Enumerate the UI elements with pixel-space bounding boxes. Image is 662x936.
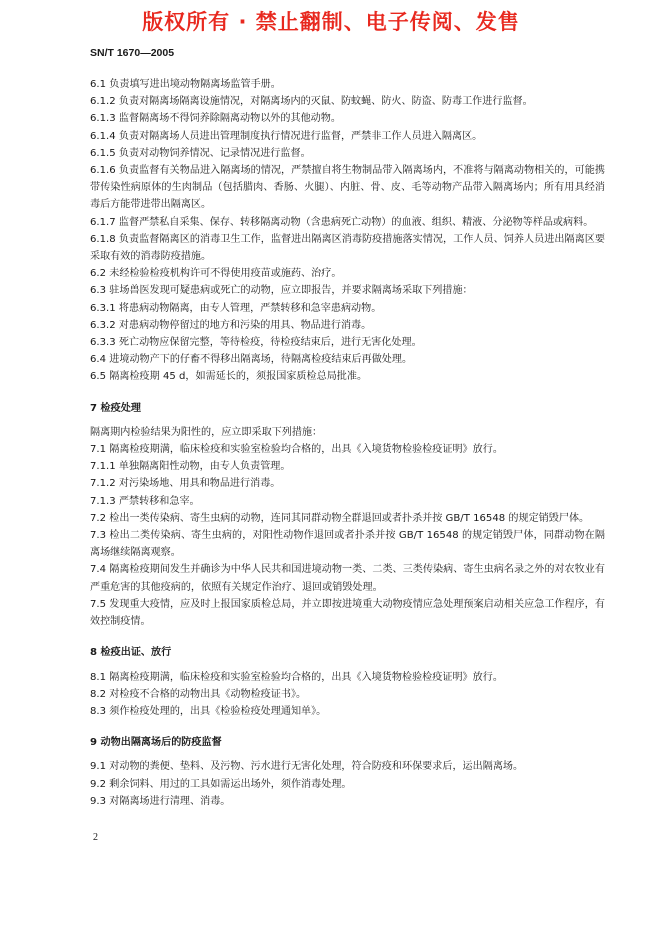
clause-6-1: 6.1 负责填写进出境动物隔离场监管手册。	[90, 79, 281, 90]
clause-9-3: 9.3 对隔离场进行清理、消毒。	[90, 795, 231, 807]
page-number: 2	[93, 832, 98, 843]
clause-8-3: 8.3 须作检疫处理的，出具《检验检疫处理通知单》。	[90, 705, 327, 717]
clause-8-2: 8.2 对检疫不合格的动物出具《动物检疫证书》。	[90, 688, 307, 700]
clause-6-1-4: 6.1.4 负责对隔离场人员进出管理制度执行情况进行监督，严禁非工作人员进入隔离区。	[90, 130, 483, 142]
section-6-list	[90, 76, 605, 386]
clause-7-1-1: 7.1.1 单独隔离阳性动物，由专人负责管理。	[90, 461, 291, 473]
section-7-list	[90, 424, 605, 630]
clause-8-1: 8.1 隔离检疫期满，临床检疫和实验室检验均合格的，出具《入境货物检验检疫证明》放行。	[90, 671, 503, 683]
section-8-heading: 8 检疫出证、放行	[90, 647, 172, 659]
clause-9-2: 9.2 剩余饲料、用过的工具如需运出场外，须作消毒处理。	[90, 778, 352, 790]
clause-7-1: 7.1 隔离检疫期满，临床检疫和实验室检验均合格的，出具《入境货物检验检疫证明》放行。	[90, 444, 503, 456]
clause-6-1-8: 6.1.8 负责监督隔离区的消毒卫生工作，监督进出隔离区消毒防疫措施落实情况，工作人员、饲养人员进出隔离区要采取有效的消毒防疫措施。	[90, 233, 605, 263]
clause-6-1-6: 6.1.6 负责监督有关物品进入隔离场的情况，严禁擅自将生物制品带入隔离场内，不准将与隔离动物相关的，可能携带传染性病原体的生肉制品（包括腊肉、香肠、火腿）、内脏、骨、皮、毛等动物产品带入隔离场内；所有用具经消毒后方能带进带出隔离区。	[90, 165, 605, 211]
clause-7-4: 7.4 隔离检疫期间发生并确诊为中华人民共和国进境动物一类、二类、三类传染病、寄生虫病名录之外的对农牧业有严重危害的其他疫病的，依照有关规定作治疗、退回或销毁处理。	[90, 564, 605, 593]
clause-6-3: 6.3 驻场兽医发现可疑患病或死亡的动物，应立即报告，并要求隔离场采取下列措施：	[90, 285, 473, 297]
clause-7-1-2: 7.1.2 对污染场地、用具和物品进行消毒。	[90, 478, 281, 490]
section-9-list	[90, 758, 605, 810]
clause-6-5: 6.5 隔离检疫期 45 d，如需延长的，须报国家质检总局批准。	[90, 371, 368, 383]
document-body	[90, 76, 605, 810]
clause-9-1: 9.1 对动物的粪便、垫料、及污物、污水进行无害化处理，符合防疫和环保要求后，运出隔离场。	[90, 761, 524, 773]
clause-7-1-3: 7.1.3 严禁转移和急宰。	[90, 495, 200, 507]
clause-6-3-1: 6.3.1 将患病动物隔离，由专人管理，严禁转移和急宰患病动物。	[90, 302, 382, 314]
clause-6-2: 6.2 未经检验检疫机构许可不得使用疫苗或施药、治疗。	[90, 268, 342, 280]
clause-6-3-3: 6.3.3 死亡动物应保留完整，等待检疫，待检疫结束后，进行无害化处理。	[90, 337, 422, 349]
clause-6-1-3: 6.1.3 监督隔离场不得饲养除隔离动物以外的其他动物。	[90, 113, 341, 125]
clause-7-2: 7.2 检出一类传染病、寄生虫病的动物，连同其同群动物全群退回或者扑杀并按 GB/T 16548 的规定销毁尸体。	[90, 512, 590, 524]
clause-7-3: 7.3 检出二类传染病、寄生虫病的，对阳性动物作退回或者扑杀并按 GB/T 16548 的规定销毁尸体，同群动物在隔离场继续隔离观察。	[90, 530, 605, 559]
section-7-heading: 7 检疫处理	[90, 402, 141, 414]
clause-6-1-5: 6.1.5 负责对动物饲养情况、记录情况进行监督。	[90, 147, 311, 159]
clause-7-intro: 隔离期内检验结果为阳性的，应立即采取下列措施：	[90, 426, 323, 438]
clause-7-5: 7.5 发现重大疫情，应及时上报国家质检总局，并立即按进境重大动物疫情应急处理预案启动相关应急工作程序，有效控制疫情。	[90, 598, 605, 628]
standard-code: SN/T 1670—2005	[90, 47, 175, 59]
section-8-list	[90, 669, 605, 721]
clause-6-1-2: 6.1.2 负责对隔离场隔离设施情况，对隔离场内的灭鼠、防蚊蝇、防火、防盗、防毒工作进行监督。	[90, 96, 533, 108]
section-9-heading: 9 动物出隔离场后的防疫监督	[90, 737, 222, 749]
clause-6-4: 6.4 进境动物产下的仔畜不得移出隔离场，待隔离检疫结束后再做处理。	[90, 354, 413, 366]
clause-6-1-7: 6.1.7 监督严禁私自采集、保存、转移隔离动物（含患病死亡动物）的血液、组织、精液、分泌物等样品或病料。	[90, 216, 594, 228]
clause-6-3-2: 6.3.2 对患病动物停留过的地方和污染的用具、物品进行消毒。	[90, 319, 372, 331]
watermark-banner: 版权所有 · 禁止翻制、电子传阅、发售	[142, 10, 520, 34]
